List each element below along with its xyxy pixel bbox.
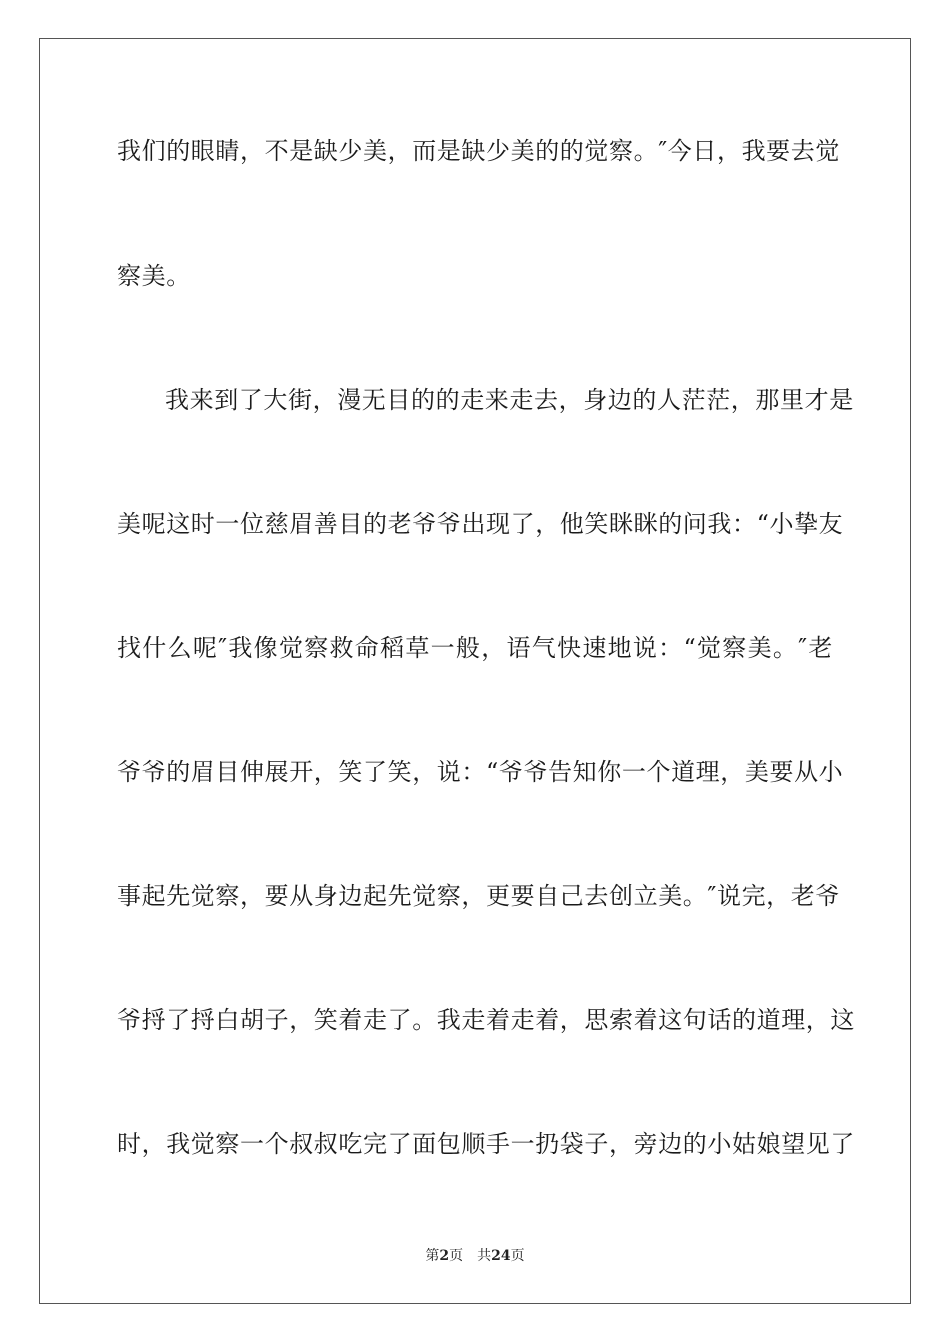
text-line-4: 美呢这时一位慈眉善目的老爷爷出现了，他笑眯眯的问我：“小挚友	[117, 510, 844, 538]
page-suffix: 页	[449, 1248, 464, 1264]
text-line-9: 时，我觉察一个叔叔吃完了面包顺手一扔袋子，旁边的小姑娘望见了	[117, 1130, 855, 1158]
text-line-8: 爷捋了捋白胡子，笑着走了。我走着走着，思索着这句话的道理，这	[117, 1006, 855, 1034]
text-line-3: 我来到了大街，漫无目的的走来走去，身边的人茫茫，那里才是	[165, 386, 854, 414]
text-line-2: 察美。	[117, 262, 191, 290]
text-line-7: 事起先觉察，要从身边起先觉察，更要自己去创立美。″说完，老爷	[117, 882, 840, 910]
total-suffix: 页	[510, 1248, 525, 1264]
total-pages: 24	[491, 1248, 511, 1264]
text-line-1: 我们的眼睛，不是缺少美，而是缺少美的的觉察。″今日，我要去觉	[117, 137, 840, 165]
text-line-6: 爷爷的眉目伸展开，笑了笑，说：“爷爷告知你一个道理，美要从小	[117, 758, 844, 786]
page-footer	[0, 1247, 950, 1265]
page-number: 2	[439, 1248, 450, 1264]
page-frame	[39, 38, 911, 1304]
total-prefix: 共	[477, 1248, 492, 1264]
text-line-5: 找什么呢″我像觉察救命稻草一般，语气快速地说：“觉察美。″老	[117, 634, 833, 662]
page-prefix: 第	[425, 1248, 440, 1264]
